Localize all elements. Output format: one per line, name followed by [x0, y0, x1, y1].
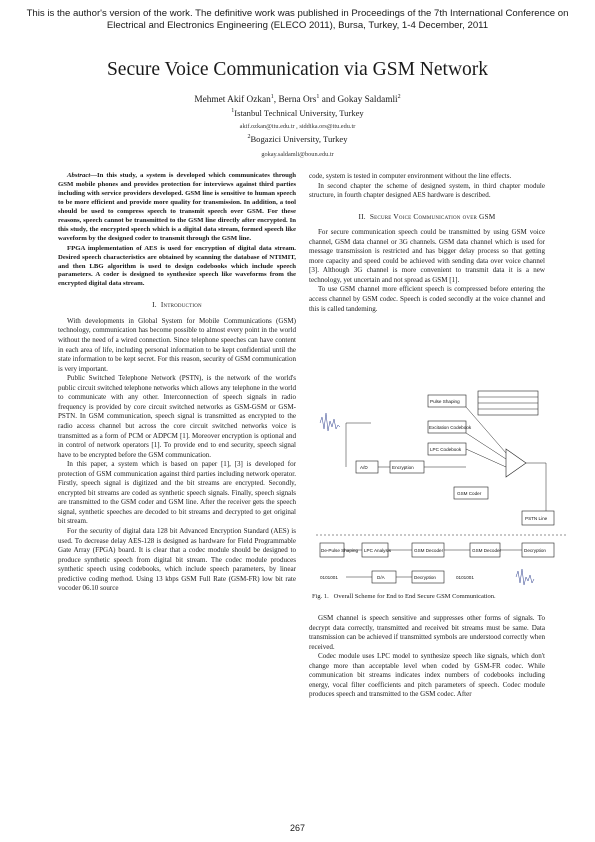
body-paragraph: GSM channel is speech sensitive and suppresses other forms of signals. To decrypt data correctly, transmitted and received bit streams must be same. Data transmission can be achieved if transmitted symbols are understood correctly when received.: [309, 614, 545, 651]
author-list: Mehmet Akif Ozkan$^1$, Berna Ors$^1$ and Gokay Saldamli$^2$: [194, 93, 401, 105]
lpc-analysis-label: LPC Analysis: [364, 548, 392, 553]
encryption-label: Encryption: [392, 465, 414, 470]
body-paragraph: For the security of digital data 128 bit Advanced Encryption Standard (AES) is used. To decrease delay AES-128 is designed as hardware for Field Programmable Gate Array (FPGA) board. It is clear that a codec module should be designed to produce synthetic speech from digital bit stream. The codec module produces synthetic speech using codebooks, which include speech parameters, by linear predictive coding method. Using 13 kbps GSM Full Rate (GSM-FR) low bit rate vocoder 06.10 source: [58, 526, 296, 593]
body-paragraph: In this paper, a system which is based on paper [1], [3] is developed for protection of GSM communication against third parties including network operator. Firstly, speech signal is digitized and the bit streams are encrypted. Secondly, encrypted bit streams are coded as synthetic speech signals. Finally, speech signals are transmitted to the GSM coder and GSM line. After the receiver gets the speech signal, synthetic speeches are decoded to bit streams and decrypted to get original bit stream.: [58, 460, 296, 526]
pulse-shaping-label: Pulse Shaping: [430, 399, 460, 404]
da-label: D/A: [377, 575, 385, 580]
mux-symbol: [506, 449, 526, 477]
body-paragraph: Public Switched Telephone Network (PSTN), is the network of the world's public circuit switched telephone networks which allows any telephone in the world to communicate with any other. Interconnection of speech signals in radio frequency is provided by core circuit switched networks as GSM-GSM or GSM-PSTN. In GSM communication, speech signal is transmitted as encrypted to the radio access channel but across the core circuit switched networks voice is transmitted as a form of PCM or ADPCM [1]. Moreover encryption is optional and in control of network operators [1]. To provide end to end security, speech signal have to be encrypted before the GSM communication.: [58, 374, 296, 459]
figure-caption: Fig. 1. Overall Scheme for End to End Secure GSM Communication.: [312, 593, 496, 600]
abstract-lead: Abstract: [67, 172, 91, 179]
section-heading: I. Introduction: [152, 300, 202, 310]
excitation-codebook-label: Excitation Codebook: [429, 425, 472, 430]
body-paragraph: code, system is tested in computer environment without the line effects.: [309, 172, 512, 180]
author-name: Gokay Saldamli: [337, 95, 398, 105]
right-column-lower: [309, 614, 545, 700]
gsm-decoder-label: GSM Decoder: [414, 548, 444, 553]
body-paragraph: For secure communication speech could be transmitted by using GSM voice channel, GSM data channel or 3G channels. GSM data channel which is used for message transmission is restricted and has bigger delay process so that getting more capacity and speed could be achieved with sending data over voice channel [3]. Although 3G channel is more convenient to transmit data it is a new technology, yet uncertain and not spread as GSM [1].: [309, 228, 545, 284]
bits-in-label: 0101001: [320, 575, 338, 580]
abstract: Abstract—In this study, a system is developed which communicates through GSM mobile phones and provides protection for interviews against third parties including with service providers developed. GSM line is sensitive to human speech to be more efficient and provide more quality for transmission. In addition, a tool should be used to compress speech to transmit speech over GSM. For these reasons, speech cannot be transmitted to the GSM line directly after encrypted. In this study, the encrypted speech which is a digital data stream, formed speech like waveform by the designed coder to transmit through the GSM line. FPGA implementation of AES is used for encryption of digital data stream. Desired speech characteristics are obtained by scanning the database of NTIMIT, and then LBG algorithm is used to design codebooks which include speech parameters. A coder is designed to synthesize speech like waveforms from the encrypted digital data stream.: [58, 172, 296, 288]
author-affiliation-mark: 1: [316, 93, 320, 100]
author-name: Mehmet Akif Ozkan: [194, 95, 271, 105]
affiliation: $^2$Bogazici University, Turkey: [247, 134, 348, 144]
publication-notice: This is the author's version of the work. The definitive work was published in Proceedings of the 7th International Conference on Electrical and Electronics Engineering (ELECO 2011), Bursa, Turkey, 1-4 December, 2011: [26, 8, 569, 31]
left-column: [58, 172, 296, 594]
author-affiliation-mark: 1: [270, 93, 274, 100]
body-paragraph: With developments in Global System for Mobile Communications (GSM) technology, communication has become possible to almost every point in the world without the need of a wired connection. Since telephone speeches can have content in each area of life, including personal information to be kept confidential until the state information to be kept secret. For this reason, security of GSM communication is very important.: [58, 316, 296, 373]
body-paragraph: In second chapter the scheme of designed system, in third chapter module structure, in fourth chapter designed AES hardware is described.: [309, 181, 545, 200]
pstn-label: PSTN Line: [525, 516, 548, 521]
body-paragraph: Codec module uses LPC model to synthesize speech like signals, which don't change more than acceptable level when coded by GSM-FR codec. While communication bit streams indicates index numbers of codebooks including energy, vocal filter coefficients and pitch parameters of speech. Codec module produces speech and transmitted to the GSM codec. After: [309, 652, 545, 699]
affiliation: $^1$Istanbul Technical University, Turkey: [231, 108, 364, 118]
gsm-coder-label: GSM Coder: [457, 491, 482, 496]
bits-out-label: 0101001: [456, 575, 474, 580]
decryption-label: Decryption: [524, 548, 546, 553]
right-column: [309, 172, 545, 314]
system-diagram: [316, 387, 566, 587]
author-emails: akif.ozkan@itu.edu.tr , siddika.ors@itu.edu.tr: [239, 123, 356, 130]
author-name: Berna Ors: [278, 95, 317, 105]
paper-title: Secure Voice Communication via GSM Network: [106, 59, 489, 80]
author-emails: gokay.saldamli@boun.edu.tr: [261, 151, 334, 158]
page-number: 267: [289, 823, 306, 833]
decryption-out-label: Decryption: [414, 575, 436, 580]
abstract-paragraph: FPGA implementation of AES is used for encryption of digital data stream. Desired speech characteristics are obtained by scanning the database of NTIMIT, and then LBG algorithm is used to design codebooks which include speech parameters. A coder is designed to synthesize speech like waveforms from the encrypted digital data stream.: [58, 244, 296, 288]
output-speech-waveform: [516, 569, 534, 585]
gsm-decoder-2-label: GSM Decoder: [472, 548, 502, 553]
lpc-codebook-label: LPC Codebook: [430, 447, 462, 452]
de-pulse-shaping-label: De-Pulse Shaping: [321, 548, 359, 553]
ad-label: A/D: [360, 465, 368, 470]
section-heading: II. Secure Voice Communication over GSM: [358, 211, 496, 221]
author-affiliation-mark: 2: [397, 93, 401, 100]
input-speech-waveform: [320, 413, 340, 431]
body-paragraph: To use GSM channel more efficient speech is compressed before entering the access channel by GSM codec. Speech is coded secondly at the voice channel and this is called tandeming.: [309, 285, 545, 313]
system-diagram-figure: [316, 387, 566, 587]
